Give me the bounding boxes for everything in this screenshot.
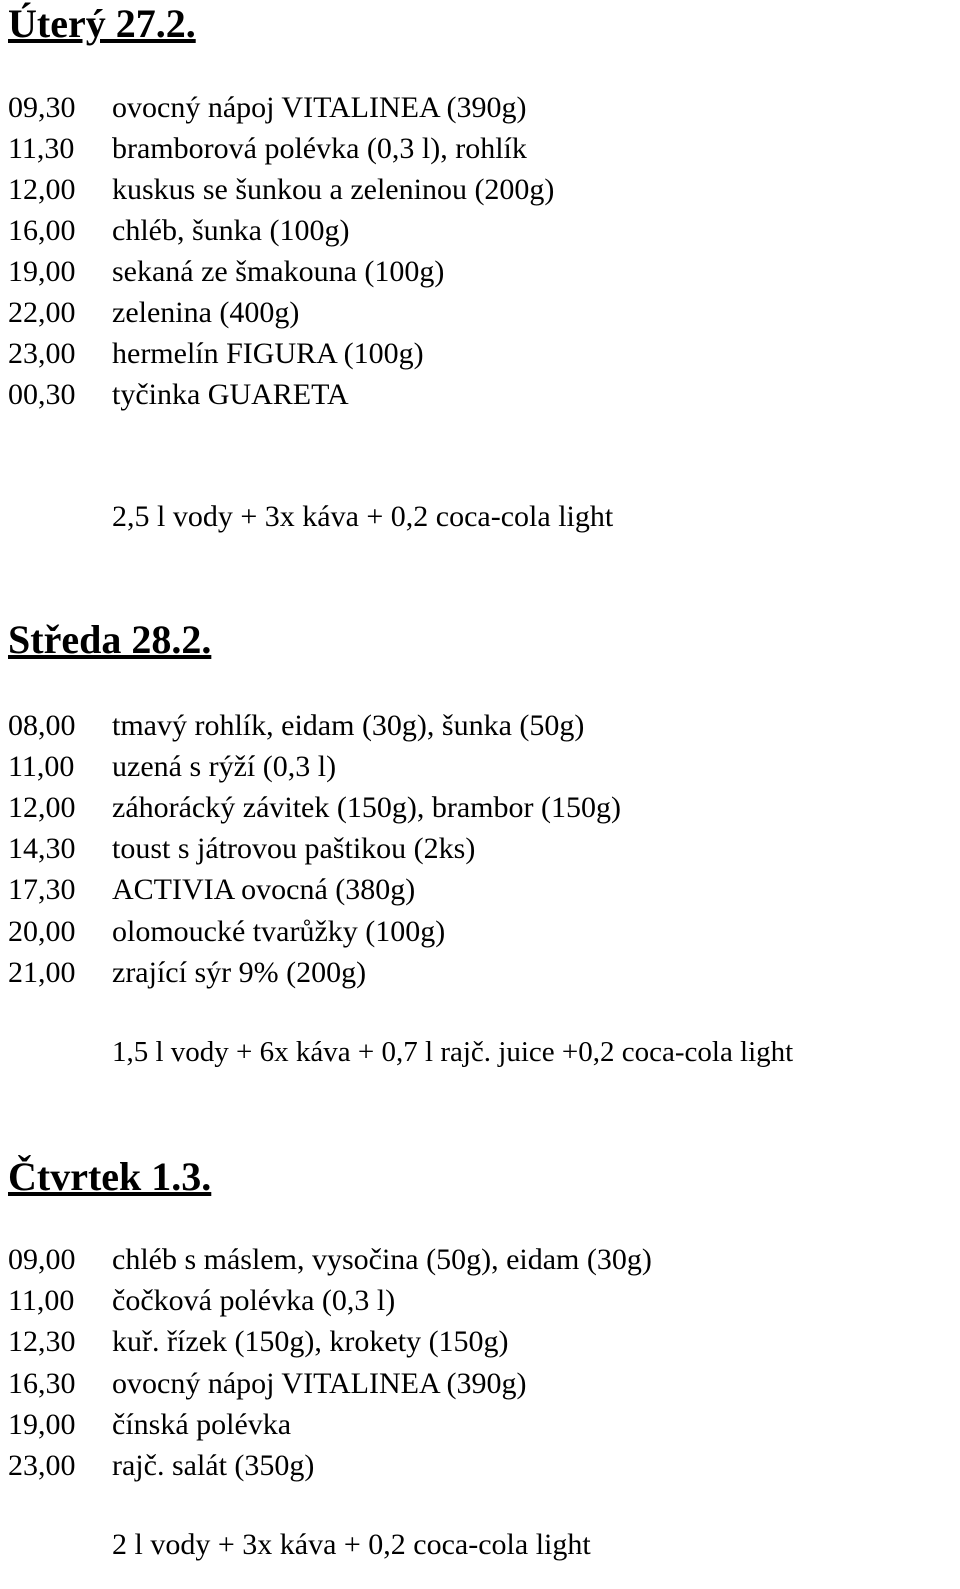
meal-entry — [8, 746, 621, 787]
meal-entry — [8, 829, 621, 870]
meal-entry — [8, 1239, 652, 1280]
day-3-entries — [8, 1239, 652, 1487]
meal-entry — [8, 1445, 652, 1486]
meal-entry — [8, 375, 554, 416]
meal-text: rajč. salát (350g) — [112, 1449, 315, 1483]
day-2-entries — [8, 705, 621, 993]
meal-entry — [8, 952, 621, 993]
meal-text: ovocný nápoj VITALINEA (390g) — [112, 1366, 527, 1400]
meal-time: 11,00 — [8, 749, 75, 783]
meal-text: zrající sýr 9% (200g) — [112, 955, 367, 989]
meal-entry — [8, 787, 621, 828]
day-1-entries — [8, 87, 554, 416]
meal-time: 23,00 — [8, 1449, 76, 1483]
meal-text: ACTIVIA ovocná (380g) — [112, 873, 416, 907]
meal-entry — [8, 128, 554, 169]
meal-text: kuř. řízek (150g), krokety (150g) — [112, 1325, 509, 1359]
meal-time: 20,00 — [8, 914, 76, 948]
meal-entry — [8, 87, 554, 128]
meal-time: 12,00 — [8, 172, 76, 206]
meal-time: 11,00 — [8, 1283, 75, 1317]
meal-time: 16,00 — [8, 213, 76, 247]
meal-text: tmavý rohlík, eidam (30g), šunka (50g) — [112, 708, 585, 742]
meal-entry — [8, 1280, 652, 1321]
day-3-drinks-summary: 2 l vody + 3x káva + 0,2 coca-cola light — [112, 1528, 591, 1561]
meal-text: záhorácký závitek (150g), brambor (150g) — [112, 790, 621, 824]
meal-entry — [8, 705, 621, 746]
meal-text: sekaná ze šmakouna (100g) — [112, 254, 445, 288]
meal-text: chléb, šunka (100g) — [112, 213, 350, 247]
meal-text: bramborová polévka (0,3 l), rohlík — [112, 131, 527, 165]
meal-text: kuskus se šunkou a zeleninou (200g) — [112, 172, 555, 206]
meal-time: 11,30 — [8, 131, 75, 165]
meal-time: 19,00 — [8, 254, 76, 288]
day-2-drinks-summary: 1,5 l vody + 6x káva + 0,7 l rajč. juice +0,2 coca-cola light — [112, 1036, 794, 1068]
meal-entry — [8, 334, 554, 375]
meal-entry — [8, 1322, 652, 1363]
meal-time: 23,00 — [8, 337, 76, 371]
day-title-1: Úterý 27.2. — [8, 1, 196, 46]
meal-text: čínská polévka — [112, 1407, 292, 1441]
meal-time: 00,30 — [8, 378, 76, 412]
day-title-3: Čtvrtek 1.3. — [8, 1154, 212, 1199]
meal-time: 12,00 — [8, 790, 76, 824]
meal-text: toust s játrovou paštikou (2ks) — [112, 832, 476, 866]
meal-text: chléb s máslem, vysočina (50g), eidam (30g) — [112, 1242, 652, 1276]
meal-time: 12,30 — [8, 1325, 76, 1359]
meal-text: olomoucké tvarůžky (100g) — [112, 914, 446, 948]
meal-entry — [8, 1363, 652, 1404]
meal-time: 19,00 — [8, 1407, 76, 1441]
meal-text: zelenina (400g) — [112, 296, 300, 330]
meal-entry — [8, 1404, 652, 1445]
meal-text: ovocný nápoj VITALINEA (390g) — [112, 90, 527, 124]
day-1-drinks-summary: 2,5 l vody + 3x káva + 0,2 coca-cola light — [112, 500, 614, 533]
meal-text: hermelín FIGURA (100g) — [112, 337, 424, 371]
meal-time: 22,00 — [8, 296, 76, 330]
day-title-2: Středa 28.2. — [8, 617, 212, 662]
meal-entry — [8, 169, 554, 210]
meal-time: 14,30 — [8, 832, 76, 866]
meal-time: 09,00 — [8, 1242, 76, 1276]
meal-time: 08,00 — [8, 708, 76, 742]
meal-entry — [8, 210, 554, 251]
meal-text: tyčinka GUARETA — [112, 378, 349, 412]
meal-entry — [8, 870, 621, 911]
meal-text: uzená s rýží (0,3 l) — [112, 749, 337, 783]
meal-time: 16,30 — [8, 1366, 76, 1400]
meal-time: 21,00 — [8, 955, 76, 989]
meal-text: čočková polévka (0,3 l) — [112, 1283, 396, 1317]
meal-entry — [8, 911, 621, 952]
meal-time: 17,30 — [8, 873, 76, 907]
meal-entry — [8, 251, 554, 292]
meal-entry — [8, 292, 554, 333]
meal-time: 09,30 — [8, 90, 76, 124]
